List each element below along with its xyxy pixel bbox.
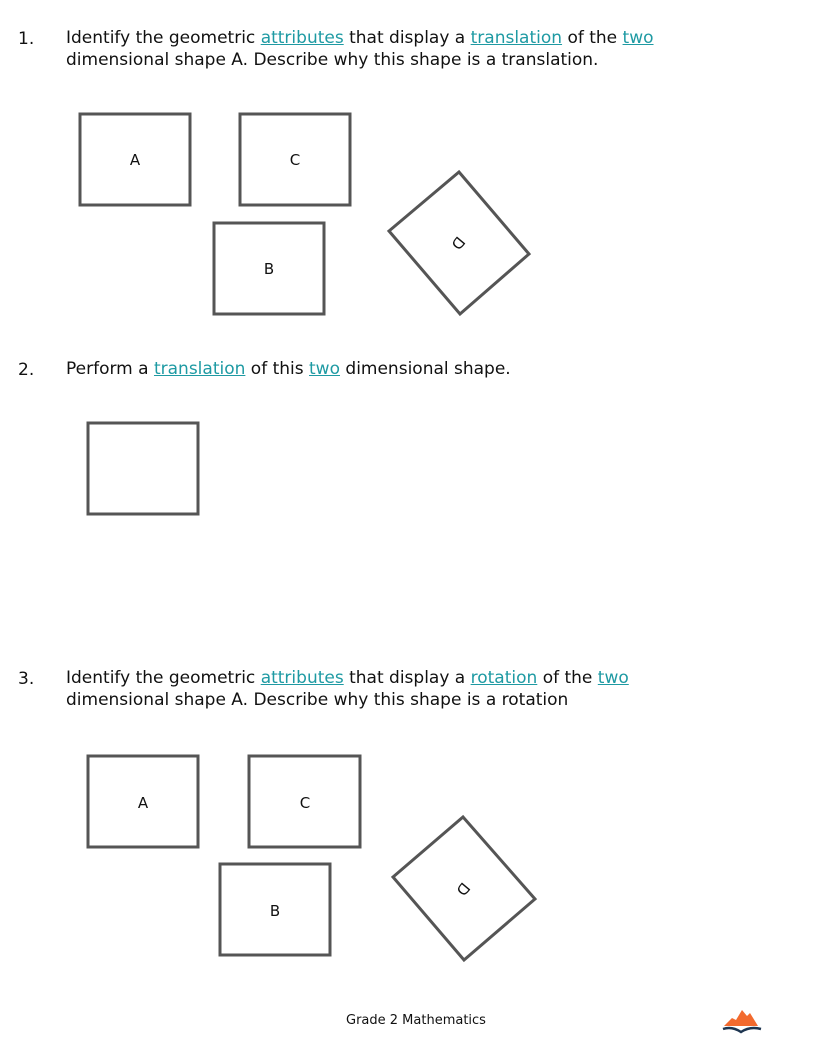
link-two[interactable]: two [597, 668, 629, 688]
link-translation[interactable]: translation [470, 28, 563, 48]
question-3-number: 3. [18, 669, 35, 689]
label-a: A [129, 151, 141, 169]
q2-shape [88, 423, 198, 514]
link-attributes[interactable]: attributes [260, 668, 344, 688]
link-attributes[interactable]: attributes [260, 28, 344, 48]
label-c: C [289, 151, 301, 169]
text: of this [245, 359, 310, 379]
link-two[interactable]: two [622, 28, 654, 48]
label-b: B [269, 902, 281, 920]
text: that display a [343, 668, 471, 688]
label-d: D [447, 232, 469, 254]
text: dimensional shape. [340, 359, 511, 379]
footer-text: Grade 2 Mathematics [346, 1013, 486, 1028]
text: dimensional shape A. Describe why this shape is a rotation [66, 690, 569, 710]
text: Identify the geometric [66, 668, 261, 688]
text: Perform a [66, 359, 154, 379]
link-rotation[interactable]: rotation [470, 668, 538, 688]
text: of the [537, 668, 598, 688]
text: Identify the geometric [66, 28, 261, 48]
question-2-number: 2. [18, 360, 35, 380]
link-translation[interactable]: translation [153, 359, 246, 379]
label-c: C [299, 794, 311, 812]
text: dimensional shape A. Describe why this shape is a translation. [66, 50, 599, 70]
label-d: D [452, 878, 474, 900]
text: that display a [343, 28, 471, 48]
text: of the [562, 28, 623, 48]
mountain-book-logo-icon [720, 1006, 766, 1038]
label-a: A [137, 794, 149, 812]
label-b: B [263, 260, 275, 278]
link-two[interactable]: two [309, 359, 340, 379]
question-1-number: 1. [18, 29, 35, 49]
